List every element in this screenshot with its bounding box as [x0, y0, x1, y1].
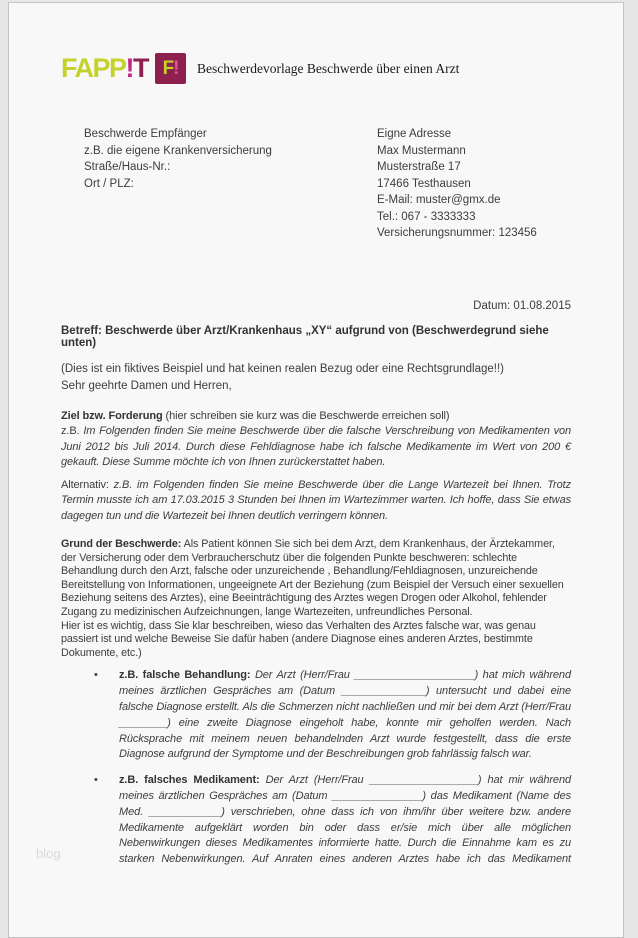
goal-example-text: Im Folgenden finden Sie meine Beschwerde über die falsche Verschreibung von Medikamenten von Juni 2012 bis Juli 2014. Durch diese Fehldiagnose habe ich falsche Medikamente im Wert von 200 € gekauft. Diese Summe möchte ich von Ihnen zurückerstattet haben. [61, 425, 572, 468]
sender-line-insurance-number: Versicherungsnummer: 123456 [377, 227, 537, 239]
sender-line: Musterstraße 17 [377, 161, 461, 173]
goal-heading: Ziel bzw. Forderung [61, 409, 163, 422]
goal-example-prefix: z.B. [61, 425, 84, 437]
salutation-text: Sehr geehrte Damen und Herren, [61, 379, 232, 392]
bullet-item-falsches-medikament [94, 773, 571, 868]
address-row [61, 126, 571, 242]
sender-line: Max Mustermann [377, 144, 466, 157]
logo-letter-t: T [133, 53, 149, 83]
bullet-label: z.B. falsches Medikament: [119, 774, 260, 787]
logo-word: FAPP [61, 53, 126, 83]
bullet-body [119, 668, 571, 763]
goal-alt-paragraph [61, 478, 571, 525]
reason-paragraph [61, 538, 571, 620]
recipient-line: Ort / PLZ: [84, 177, 134, 190]
logo-badge-f: F [162, 58, 174, 79]
reason-heading: Grund der Beschwerde: [61, 538, 182, 550]
goal-alt-text: z.B. im Folgenden finden Sie meine Beschwerde über die Lange Wartezeit bei Ihnen. Trotz Termin musste ich am 17.03.2015 3 Stunden bei Ihnen im Wartezimmer warten. Ich hoffe, dass Sie etwas dagegen tun und die Wartezeit bei Ihnen deutlich verringern können. [61, 478, 571, 522]
brand-logo-badge [155, 53, 186, 84]
goal-section [61, 409, 571, 525]
bullet-body [119, 773, 571, 868]
subject-line: Betreff: Beschwerde über Arzt/Krankenhaus „XY“ aufgrund von (Beschwerdegrund siehe unten) [61, 324, 549, 349]
document-header [61, 53, 571, 84]
sender-block [377, 126, 571, 242]
recipient-line: Straße/Haus-Nr.: [84, 161, 171, 173]
bullet-marker: • [94, 774, 98, 787]
reason-note: Hier ist es wichtig, dass Sie klar beschreiben, wieso das Verhalten des Arztes falsche war, was genau passiert ist und welche Beweise Sie dafür haben (andere Diagnose eines anderen Arztes, bestimmte Dokumente, etc.) [61, 619, 536, 659]
bullet-text: Der Arzt (Herr/Frau ____________________) hat mich während meines ärztlichen Gespräches am (Datum ______________) untersucht und dabei eine falsche Diagnose erstellt. Als die Schmerzen nicht nachließen und mir bei dem Arzt (Herr/Frau ________) eine zweite Diagnose eingeholt habe, konnte mir geholfen werden. Nach Rücksprache mit meinem neuen behandelnden Arzt wurde festgestellt, dass die erste Diagnose aufgrund der Symptome und der Beschreibungen grob fahrlässig falsch war. [119, 669, 571, 761]
goal-heading-line [61, 409, 571, 425]
page-sheet [8, 2, 624, 938]
logo-badge-exclamation: ! [173, 58, 179, 79]
bullet-label: z.B. falsche Behandlung: [119, 669, 251, 682]
recipient-line: z.B. die eigene Krankenversicherung [84, 144, 272, 157]
date-text: Datum: 01.08.2015 [473, 299, 571, 312]
watermark-text: blog [36, 846, 61, 861]
bullet-item-falsche-behandlung [94, 668, 571, 763]
intro-block [61, 361, 571, 395]
recipient-title: Beschwerde Empfänger [84, 128, 207, 140]
sender-line-phone: Tel.: 067 - 3333333 [377, 210, 476, 223]
brand-logo-wordmark [61, 55, 148, 82]
logo-exclamation: ! [125, 53, 134, 83]
sender-title: Eigne Adresse [377, 128, 452, 140]
goal-heading-note: (hier schreiben sie kurz was die Beschwerde erreichen soll) [162, 409, 450, 422]
bullet-marker: • [94, 669, 98, 682]
goal-example-paragraph [61, 424, 571, 471]
bullet-text: Der Arzt (Herr/Frau __________________) hat mir während meines ärztlichen Gespräches am (Datum _______________) das Medikament (Name des Med. ____________) verschrieben, ohne dass ich von ihm/ihr über weitere bzw. andere Medikamente aufgeklärt worden bin oder dass er/sie mich über alle möglichen Nebenwirkungen dieses Medikamentes informierte hatte. Durch die Einnahme kam es zu starken Nebenwirkungen. Auf Anraten eines anderen Arztes habe ich das Medikament [119, 774, 571, 866]
disclaimer-text: (Dies ist ein fiktives Beispiel und hat keinen realen Bezug oder eine Rechtsgrundlage!!) [61, 362, 505, 375]
recipient-block [84, 126, 377, 242]
reason-text: Als Patient können Sie sich bei dem Arzt, dem Krankenhaus, der Ärztekammer, der Versicherung oder dem Verbraucherschutz über die folgenden Punkte beschweren: schlechte Behandlung durch den Arzt, falsche oder unzureichende , Behandlung/Fehldiagnosen, unzureichende Bereitstellung von Informationen, ungeeignete Art der Beziehung (zum Beispiel der Versuch einer sexuellen Beziehung seitens des Arztes), eine Beeinträchtigung des Arztes wegen Drogen oder Alkohol, fehlender Zugang zu medizinischen Aufzeichnungen, lange Wartezeiten, unfreundliches Personal. [61, 538, 564, 618]
sender-line: 17466 Testhausen [377, 177, 471, 190]
bullet-list [61, 668, 571, 868]
page-content [9, 53, 623, 868]
sender-line-email: E-Mail: muster@gmx.de [377, 194, 501, 206]
reason-section [61, 538, 571, 660]
page-title: Beschwerdevorlage Beschwerde über einen Arzt [197, 60, 460, 76]
goal-alt-prefix: Alternativ: [61, 478, 114, 491]
